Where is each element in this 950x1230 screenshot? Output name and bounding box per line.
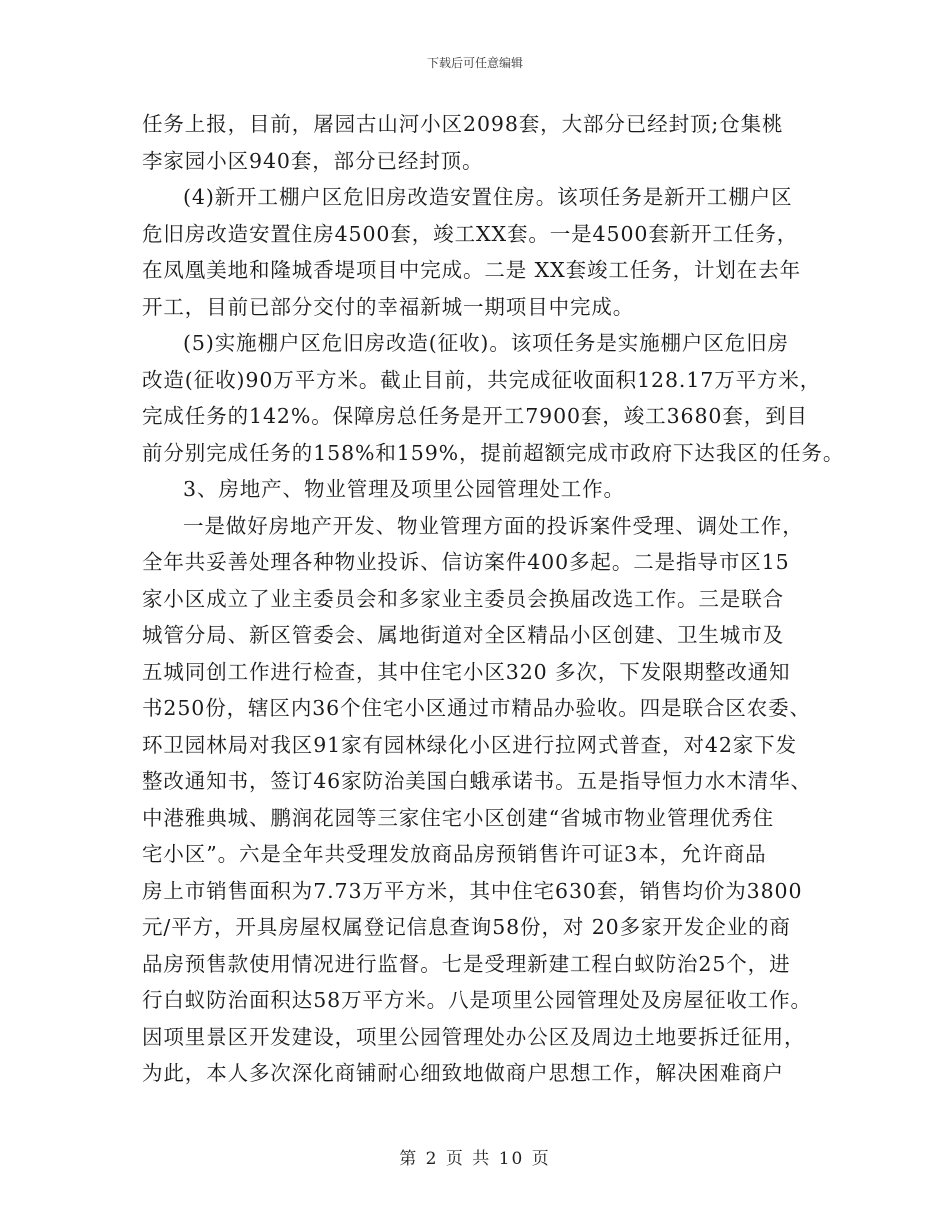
text-line: 全年共妥善处理各种物业投诉、信访案件400多起。二是指导市区15: [142, 550, 790, 574]
page-footer-number: 第 2 页 共 10 页: [399, 1149, 551, 1169]
document-body: [142, 106, 845, 1092]
text-line: 在凤凰美地和隆城香堤项目中完成。二是 XX套竣工任务，计划在去年: [142, 258, 802, 282]
text-line: 中港雅典城、鹏润花园等三家住宅小区创建“省城市物业管理优秀住: [142, 805, 774, 830]
page-header-note: 下载后可任意编辑: [426, 56, 523, 70]
text-line: 一是做好房地产开发、物业管理方面的投诉案件受理、调处工作，: [183, 513, 804, 538]
text-line: 为此，本人多次深化商铺耐心细致地做商户思想工作，解决困难商户: [142, 1061, 784, 1085]
text-line: 危旧房改造安置住房4500套，竣工XX套。一是4500套新开工任务，: [142, 221, 799, 246]
text-line: 李家园小区940套，部分已经封顶。: [142, 148, 484, 173]
text-line: 开工，目前已部分交付的幸福新城一期项目中完成。: [142, 294, 635, 319]
text-line: 房上市销售面积为7.73万平方米，其中住宅630套，销售均价为3800: [142, 878, 803, 903]
text-line: 元/平方，开具房屋权属登记信息查询58份，对 20多家开发企业的商: [142, 915, 791, 939]
text-line: 3、房地产、物业管理及项里公园管理处工作。: [183, 477, 625, 501]
text-line: 完成任务的142%。保障房总任务是开工7900套，竣工3680套，到目: [142, 404, 808, 428]
text-line: 任务上报，目前，屠园古山河小区2098套，大部分已经封顶;仓集桃: [142, 112, 784, 136]
text-line: 因项里景区开发建设，项里公园管理处办公区及周边土地要拆迁征用，: [142, 1024, 806, 1049]
text-line: 整改通知书，签订46家防治美国白蛾承诺书。五是指导恒力水木清华、: [142, 769, 812, 793]
text-line: 前分别完成任务的158%和159%，提前超额完成市政府下达我区的任务。: [142, 440, 845, 465]
text-line: 行白蚁防治面积达58万平方米。八是项里公园管理处及房屋征收工作。: [142, 988, 812, 1012]
text-line: 家小区成立了业主委员会和多家业主委员会换届改选工作。三是联合: [142, 586, 784, 611]
text-line: 环卫园林局对我区91家有园林绿化小区进行拉网式普查，对42家下发: [142, 732, 797, 757]
text-line: 品房预售款使用情况进行监督。七是受理新建工程白蚁防治25个，进: [142, 951, 791, 976]
text-line: 五城同创工作进行检查，其中住宅小区320 多次，下发限期整改通知: [142, 659, 791, 684]
text-line: 改造(征收)90万平方米。截止目前，共完成征收面积128.17万平方米，: [142, 367, 822, 392]
text-line: (5)实施棚户区危旧房改造(征收)。该项任务是实施棚户区危旧房: [183, 331, 789, 355]
text-line: (4)新开工棚户区危旧房改造安置住房。该项任务是新开工棚户区: [183, 185, 793, 209]
text-line: 宅小区”。六是全年共受理发放商品房预销售许可证3本，允许商品: [142, 842, 767, 866]
text-line: 书250份，辖区内36个住宅小区通过市精品办验收。四是联合区农委、: [142, 696, 811, 720]
text-line: 城管分局、新区管委会、属地街道对全区精品小区创建、卫生城市及: [142, 623, 784, 647]
